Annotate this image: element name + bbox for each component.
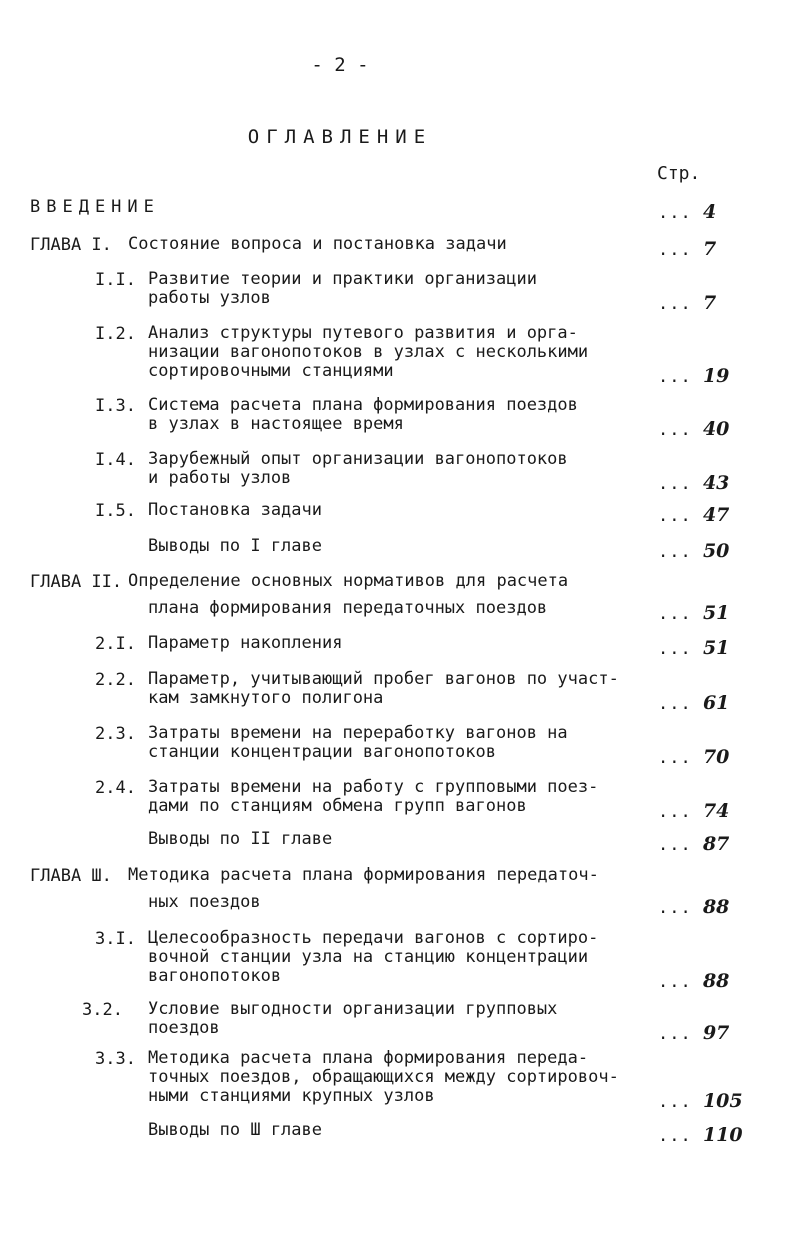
toc-entry-number: 3.I. [95,929,136,949]
toc-entry-title-line: Параметр, учитывающий пробег вагонов по участ- [148,669,619,689]
toc-leader-dots [658,896,729,918]
toc-leader-dots [658,1090,743,1112]
toc-leader-dots [658,504,729,526]
toc-entry-title-line: в узлах в настоящее время [148,414,404,434]
toc-page-number: 88 [702,896,730,918]
leader-dots: ... [658,542,703,562]
toc-entry-title-line: ных поездов [148,892,261,912]
leader-dots: ... [658,972,703,992]
leader-dots: ... [658,802,703,822]
toc-entry-title-line: точных поездов, обращающихся между сортировоч- [148,1067,619,1087]
toc-entry-title-line: Постановка задачи [148,500,322,520]
toc-entry-title-line: Затраты времени на работу с групповыми поез- [148,777,599,797]
leader-dots: ... [658,835,703,855]
leader-dots: ... [658,1024,703,1044]
toc-page-number: 7 [702,238,717,260]
leader-dots: ... [658,748,703,768]
toc-page-number: 105 [702,1090,743,1112]
toc-entry-title-line: Методика расчета плана формирования передаточ- [128,865,599,885]
toc-page-number: 47 [702,504,730,526]
toc-page-number: 19 [702,365,730,387]
toc-entry-number: I.5. [95,501,136,521]
toc-entry-title-line: Затраты времени на переработку вагонов на [148,723,568,743]
leader-dots: ... [658,604,703,624]
toc-entry-number: ГЛАВА Ш. [30,866,112,886]
toc-entry-number: ГЛАВА II. [30,572,123,592]
toc-entry-title-line: Зарубежный опыт организации вагонопотоков [148,449,568,469]
toc-entry-title-line: Выводы по I главе [148,536,322,556]
toc-entry-title-line: Методика расчета плана формирования переда- [148,1048,589,1068]
toc-entry-number: 2.4. [95,778,136,798]
leader-dots: ... [658,639,703,659]
toc-entry-title-line: работы узлов [148,288,271,308]
toc-entry-title-line: Параметр накопления [148,633,343,653]
toc-entry-title-line: Выводы по Ш главе [148,1120,322,1140]
toc-entry-number: 2.2. [95,670,136,690]
toc-leader-dots [658,692,729,714]
page-column-label: Стр. [657,163,701,184]
toc-entry-number: I.4. [95,450,136,470]
toc-entry-title-line: плана формирования передаточных поездов [148,598,548,618]
page-number: - 2 - [311,54,369,76]
toc-leader-dots [658,746,729,768]
toc-entry-number: I.3. [95,396,136,416]
toc-entry-title-line: Система расчета плана формирования поездов [148,395,578,415]
leader-dots: ... [658,506,703,526]
toc-entry-number: ГЛАВА I. [30,235,112,255]
toc-page-number: 70 [702,746,730,768]
toc-entry-title-line: дами по станциям обмена групп вагонов [148,796,527,816]
toc-leader-dots [658,800,729,822]
leader-dots: ... [658,294,703,314]
toc-page-number: 110 [702,1124,743,1146]
toc-leader-dots [658,1022,729,1044]
leader-dots: ... [658,694,703,714]
toc-page-number: 7 [702,292,717,314]
toc-entry-title-line: Выводы по II главе [148,829,333,849]
toc-leader-dots [658,970,729,992]
toc-entry-number: I.2. [95,324,136,344]
toc-leader-dots [658,602,729,624]
toc-page-number: 97 [702,1022,730,1044]
leader-dots: ... [658,1126,703,1146]
toc-page-number: 40 [702,418,730,440]
leader-dots: ... [658,203,703,223]
toc-entry-title-line: Целесообразность передачи вагонов с сортиро- [148,928,599,948]
toc-entry-number: 2.I. [95,634,136,654]
leader-dots: ... [658,367,703,387]
toc-page-number: 50 [702,540,730,562]
toc-entry-title-line: кам замкнутого полигона [148,688,384,708]
leader-dots: ... [658,474,703,494]
toc-entry-title-line: низации вагонопотоков в узлах с несколькими [148,342,589,362]
toc-page-number: 51 [702,637,730,659]
toc-entry-title-line: Анализ структуры путевого развития и орга- [148,323,578,343]
toc-entry-number: 3.3. [95,1049,136,1069]
toc-leader-dots [658,833,729,855]
toc-leader-dots [658,365,729,387]
toc-page-number: 51 [702,602,730,624]
toc-leader-dots [658,292,716,314]
toc-leader-dots [658,238,716,260]
leader-dots: ... [658,240,703,260]
toc-entry-number: I.I. [95,270,136,290]
toc-leader-dots [658,472,729,494]
toc-entry-number: 3.2. [82,1000,123,1020]
toc-entry-title-line: Развитие теории и практики организации [148,269,537,289]
toc-entry-title-line: сортировочными станциями [148,361,394,381]
toc-entry-title-line: вочной станции узла на станцию концентрации [148,947,589,967]
toc-leader-dots [658,201,716,223]
toc-page-number: 61 [702,692,730,714]
toc-entry-title-line: Условие выгодности организации групповых [148,999,558,1019]
toc-entry-title-line: ВВЕДЕНИЕ [30,197,160,217]
toc-entry-title-line: Определение основных нормативов для расчета [128,571,569,591]
leader-dots: ... [658,898,703,918]
leader-dots: ... [658,420,703,440]
toc-page-number: 4 [702,201,717,223]
toc-leader-dots [658,418,729,440]
toc-page-number: 74 [702,800,730,822]
toc-leader-dots [658,637,729,659]
leader-dots: ... [658,1092,703,1112]
toc-entry-title-line: станции концентрации вагонопотоков [148,742,496,762]
toc-page-number: 88 [702,970,730,992]
toc-page-number: 87 [702,833,730,855]
toc-leader-dots [658,540,729,562]
page-title: ОГЛАВЛЕНИЕ [247,126,433,148]
toc-page-number: 43 [702,472,730,494]
toc-entry-title-line: поездов [148,1018,220,1038]
toc-entry-number: 2.3. [95,724,136,744]
toc-leader-dots [658,1124,743,1146]
toc-entry-title-line: Состояние вопроса и постановка задачи [128,234,507,254]
toc-entry-title-line: ными станциями крупных узлов [148,1086,435,1106]
toc-entry-title-line: и работы узлов [148,468,292,488]
toc-entry-title-line: вагонопотоков [148,966,282,986]
